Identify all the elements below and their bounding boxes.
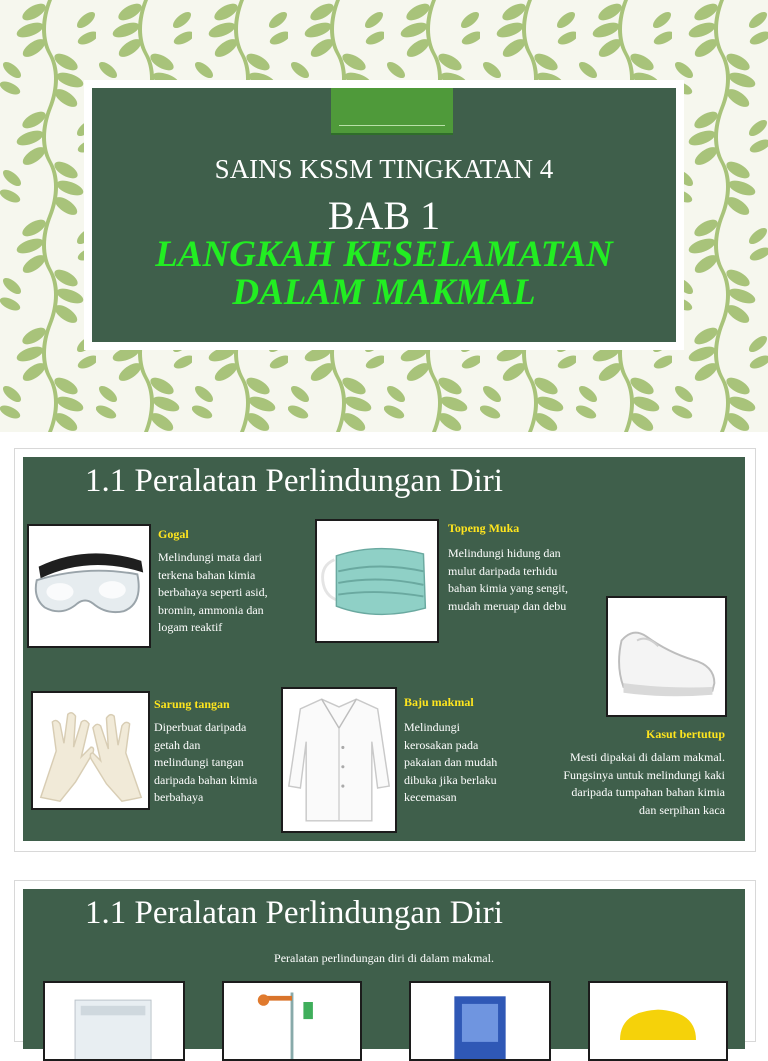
title-panel <box>92 88 676 342</box>
face-mask-image <box>315 519 439 643</box>
equipment-image-1 <box>43 981 185 1061</box>
gloves-image <box>31 691 150 810</box>
label-baju-makmal: Baju makmal <box>404 695 474 709</box>
slide-subtitle: Peralatan perlindungan diri di dalam makmal. <box>274 951 494 965</box>
ppe-panel-2 <box>23 889 745 1049</box>
chapter-title: BAB 1 <box>327 193 441 238</box>
equipment-image-2 <box>222 981 362 1061</box>
desc-kasut-bertutup: Mesti dipakai di dalam makmal. Fungsinya untuk melindungi kaki daripada tumpahan bahan kimia dan serpihan kaca <box>563 750 725 817</box>
course-title: SAINS KSSM TINGKATAN 4 <box>214 154 554 184</box>
goggles-icon <box>29 526 149 646</box>
cabinet-icon <box>45 983 183 1059</box>
desc-baju-makmal: Melindungi kerosakan pada pakaian dan mudah dibuka jika berlaku kecemasan <box>404 720 498 804</box>
title-slide <box>0 0 768 432</box>
ppe-panel <box>23 457 745 841</box>
eyewash-shower-icon <box>224 983 360 1059</box>
ppe-slide <box>14 448 756 852</box>
title-tab-decoration <box>331 88 453 135</box>
closed-shoe-image <box>606 596 727 717</box>
label-sarung-tangan: Sarung tangan <box>154 697 230 711</box>
fume-hood-icon <box>411 983 549 1059</box>
lab-coat-icon <box>283 689 395 831</box>
label-topeng-muka: Topeng Muka <box>448 521 520 535</box>
label-gogal: Gogal <box>158 527 189 541</box>
desc-topeng-muka: Melindungi hidung dan mulut daripada terhidu bahan kimia yang sengit, mudah meruap dan debu <box>448 546 568 613</box>
slide-title-2: 1.1 Peralatan Perlindungan Diri <box>85 895 503 931</box>
desc-sarung-tangan: Diperbuat daripada getah dan melindungi tangan daripada bahan kimia berbahaya <box>154 720 258 804</box>
ppe-slide-2 <box>14 880 756 1042</box>
slide-title: 1.1 Peralatan Perlindungan Diri <box>85 463 503 499</box>
closed-shoe-icon <box>608 598 725 715</box>
equipment-image-4 <box>588 981 728 1061</box>
lab-coat-image <box>281 687 397 833</box>
desc-gogal: Melindungi mata dari terkena bahan kimia berbahaya seperti asid, bromin, ammonia dan logam reaktif <box>158 550 268 634</box>
equipment-image-3 <box>409 981 551 1061</box>
goggles-image <box>27 524 151 648</box>
safety-helmet-icon <box>590 983 726 1059</box>
topic-line-2: DALAM MAKMAL <box>232 272 536 313</box>
title-card <box>84 80 684 350</box>
face-mask-icon <box>317 521 437 641</box>
gloves-icon <box>33 693 148 808</box>
topic-line-1: LANGKAH KESELAMATAN <box>155 234 613 275</box>
label-kasut-bertutup: Kasut bertutup <box>645 727 725 741</box>
topic-title <box>92 236 676 312</box>
